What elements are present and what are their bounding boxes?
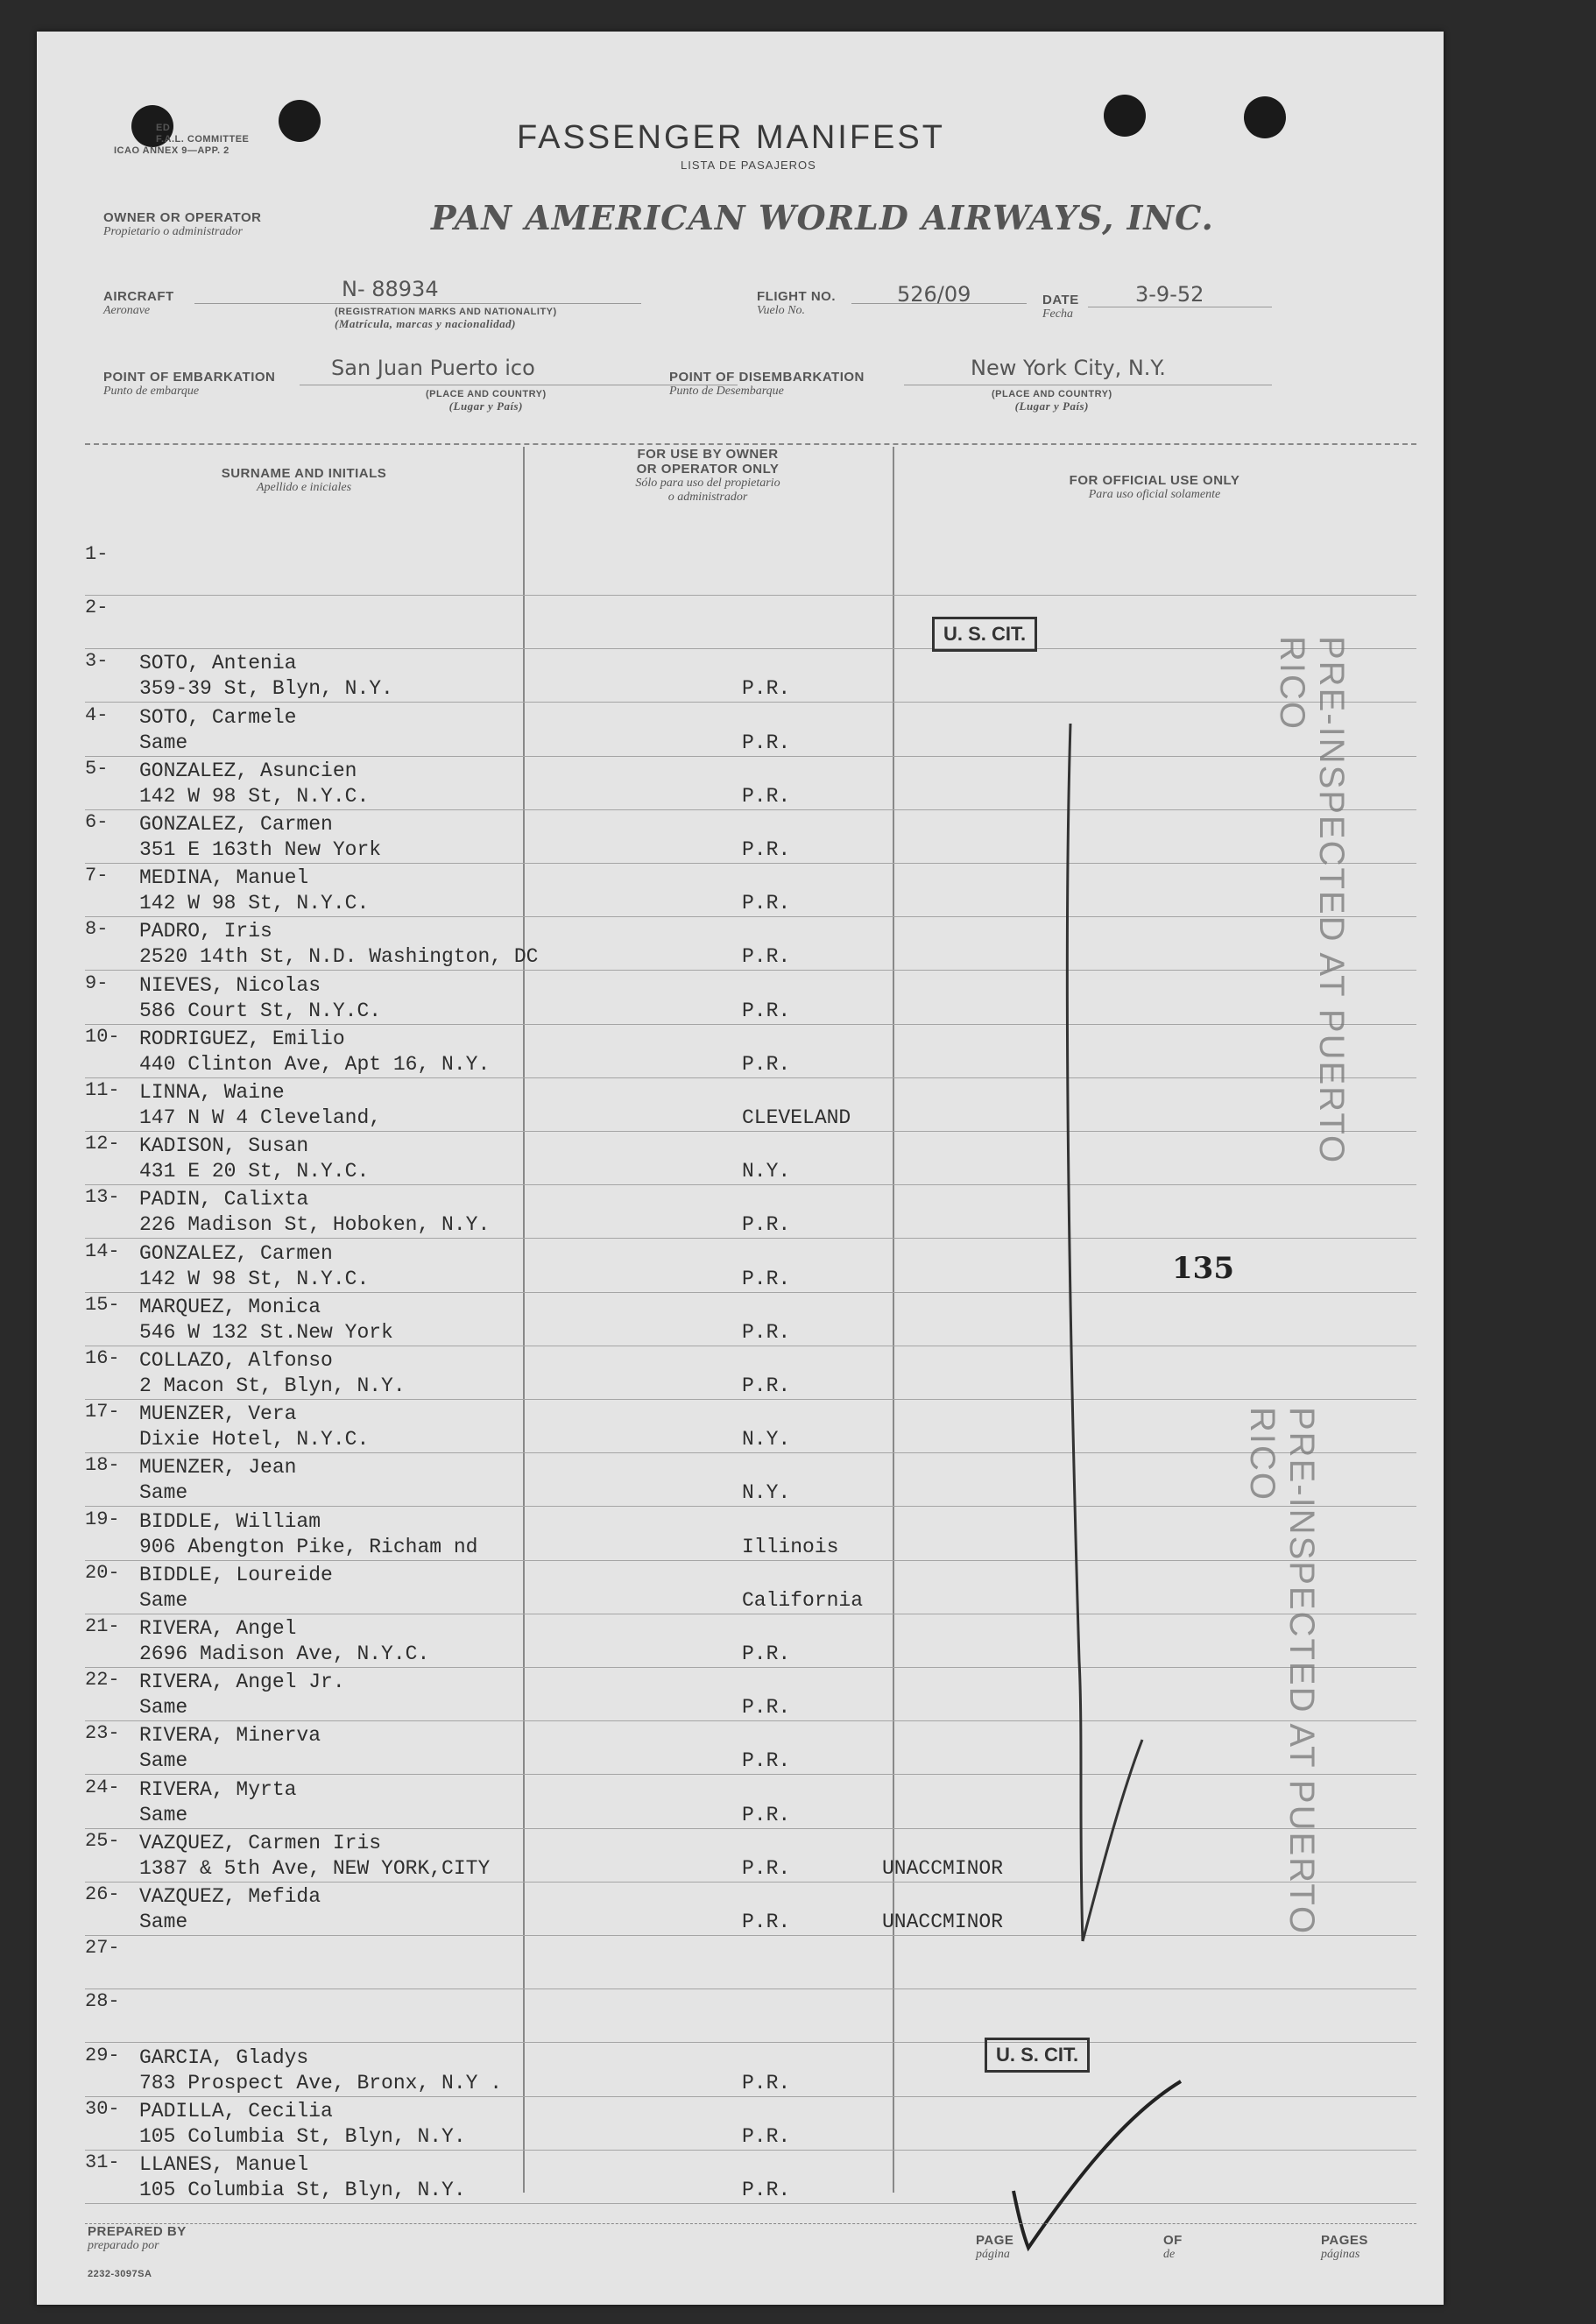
operator-remark: UNACCMINOR — [882, 1856, 1004, 1880]
operator-note: Illinois — [742, 1535, 839, 1558]
embarkation-caption: (PLACE AND COUNTRY) (Lugar y País) — [426, 389, 547, 413]
passenger-address: 105 Columbia St, Blyn, N.Y. — [139, 2124, 466, 2148]
passenger-name: MUENZER, Jean — [139, 1456, 297, 1480]
row-number: 26- — [85, 1883, 120, 1905]
row-number: 24- — [85, 1776, 120, 1798]
operator-note: P.R. — [742, 784, 791, 808]
passenger-address: Same — [139, 1911, 188, 1933]
operator-note: P.R. — [742, 1320, 791, 1344]
passenger-address: 586 Court St, N.Y.C. — [139, 999, 382, 1022]
owner-operator-label: OWNER OR OPERATOR Propietario o administrador — [103, 210, 262, 238]
row-number: 27- — [85, 1937, 120, 1960]
passenger-row — [85, 648, 1416, 703]
passenger-address: 2520 14th St, N.D. Washington, DC — [139, 945, 539, 969]
row-number: 23- — [85, 1722, 120, 1745]
aircraft-registration: N- 88934 — [342, 277, 439, 301]
passenger-name: RIVERA, Minerva — [139, 1724, 321, 1748]
operator-note: P.R. — [742, 1856, 791, 1880]
company-name: PAN AMERICAN WORLD AIRWAYS, INC. — [431, 198, 1214, 237]
operator-note: P.R. — [742, 1213, 791, 1237]
passenger-address: Same — [139, 1749, 188, 1773]
page-label: PAGE página — [976, 2233, 1014, 2261]
row-number: 17- — [85, 1401, 120, 1423]
operator-note: N.Y. — [742, 1481, 791, 1505]
punch-hole — [1104, 95, 1146, 137]
passenger-name: PADIN, Calixta — [139, 1188, 309, 1211]
operator-note: P.R. — [742, 838, 791, 861]
passenger-name: RIVERA, Angel — [139, 1617, 297, 1640]
flight-number-label: FLIGHT NO. Vuelo No. — [757, 289, 836, 317]
passenger-row — [85, 541, 1416, 596]
row-number: 25- — [85, 1829, 120, 1852]
passenger-address: Same — [139, 731, 188, 754]
passenger-name: RODRIGUEZ, Emilio — [139, 1027, 345, 1050]
operator-note: P.R. — [742, 945, 791, 969]
row-number: 10- — [85, 1025, 120, 1048]
passenger-address: Same — [139, 1588, 188, 1612]
operator-note: CLEVELAND — [742, 1106, 851, 1129]
passenger-name: VAZQUEZ, Mefida — [139, 1885, 321, 1908]
row-number: 19- — [85, 1508, 120, 1530]
embarkation-point: San Juan Puerto ico — [331, 356, 535, 380]
preinspected-stamp: PRE-INSPECTED AT PUERTO RICO — [1273, 636, 1351, 1165]
operator-note: P.R. — [742, 677, 791, 701]
passenger-address: Dixie Hotel, N.Y.C. — [139, 1428, 370, 1452]
passenger-address: 440 Clinton Ave, Apt 16, N.Y. — [139, 1052, 491, 1076]
row-number: 30- — [85, 2097, 120, 2120]
aircraft-underline — [194, 303, 641, 304]
row-number: 4- — [85, 703, 109, 726]
passenger-name: PADRO, Iris — [139, 920, 272, 943]
form-number: 2232-3097SA — [88, 2269, 152, 2279]
row-number: 16- — [85, 1347, 120, 1369]
passenger-address: Same — [139, 1481, 188, 1505]
passenger-address: 142 W 98 St, N.Y.C. — [139, 784, 370, 808]
row-number: 18- — [85, 1454, 120, 1477]
of-label: OF de — [1163, 2233, 1183, 2261]
passenger-address: 142 W 98 St, N.Y.C. — [139, 892, 370, 915]
passenger-name: RIVERA, Myrta — [139, 1777, 297, 1801]
official-column-header: FOR OFFICIAL USE ONLY Para uso oficial solamente — [1069, 473, 1240, 501]
disembarkation-label: POINT OF DISEMBARKATION Punto de Desembarque — [669, 370, 865, 398]
passenger-address: 226 Madison St, Hoboken, N.Y. — [139, 1213, 491, 1237]
row-number: 2- — [85, 597, 109, 619]
row-number: 7- — [85, 865, 109, 887]
passenger-name: PADILLA, Cecilia — [139, 2099, 333, 2123]
passenger-name: MARQUEZ, Monica — [139, 1295, 321, 1318]
us-citizen-stamp: U. S. CIT. — [932, 617, 1037, 652]
passenger-address: 142 W 98 St, N.Y.C. — [139, 1267, 370, 1290]
passenger-address: 2 Macon St, Blyn, N.Y. — [139, 1374, 406, 1397]
passenger-address: 2696 Madison Ave, N.Y.C. — [139, 1642, 430, 1665]
passenger-address: 906 Abengton Pike, Richam nd — [139, 1535, 478, 1558]
manifest-sheet — [37, 32, 1444, 2305]
operator-note: P.R. — [742, 1749, 791, 1773]
operator-note: P.R. — [742, 1052, 791, 1076]
passenger-address: Same — [139, 1696, 188, 1720]
operator-note: P.R. — [742, 731, 791, 754]
row-number: 3- — [85, 650, 109, 673]
passenger-name: COLLAZO, Alfonso — [139, 1349, 333, 1372]
disembarkation-point: New York City, N.Y. — [971, 356, 1166, 380]
flight-date: 3-9-52 — [1135, 282, 1204, 307]
operator-note: California — [742, 1588, 864, 1612]
row-number: 6- — [85, 811, 109, 833]
passenger-name: LINNA, Waine — [139, 1081, 285, 1104]
form-approval-note: ED F.A.L. COMMITTEE ICAO ANNEX 9—APP. 2 — [114, 123, 250, 156]
passenger-count-stamp: 135 — [1172, 1251, 1234, 1286]
operator-note: P.R. — [742, 1267, 791, 1290]
row-number: 12- — [85, 1133, 120, 1155]
row-number: 15- — [85, 1293, 120, 1316]
passenger-address: Same — [139, 1803, 188, 1826]
operator-note: N.Y. — [742, 1160, 791, 1183]
row-number: 22- — [85, 1669, 120, 1692]
operator-note: P.R. — [742, 2071, 791, 2094]
operator-note: P.R. — [742, 1911, 791, 1933]
operator-note: N.Y. — [742, 1428, 791, 1452]
pages-label: PAGES páginas — [1321, 2233, 1368, 2261]
passenger-name: VAZQUEZ, Carmen Iris — [139, 1831, 382, 1854]
operator-note: P.R. — [742, 1374, 791, 1397]
passenger-name: RIVERA, Angel Jr. — [139, 1671, 345, 1694]
punch-hole — [279, 100, 321, 142]
page-title: FASSENGER MANIFEST — [517, 119, 945, 156]
operator-note: P.R. — [742, 1696, 791, 1720]
passenger-name: GONZALEZ, Asuncien — [139, 759, 357, 782]
header-divider — [85, 443, 1416, 445]
footer-divider — [85, 2223, 1416, 2224]
passenger-address: 105 Columbia St, Blyn, N.Y. — [139, 2179, 466, 2201]
operator-note: P.R. — [742, 1803, 791, 1826]
embarkation-label: POINT OF EMBARKATION Punto de embarque — [103, 370, 276, 398]
row-number: 31- — [85, 2151, 120, 2173]
passenger-address: 351 E 163th New York — [139, 838, 382, 861]
passenger-name: GONZALEZ, Carmen — [139, 1241, 333, 1265]
passenger-address: 431 E 20 St, N.Y.C. — [139, 1160, 370, 1183]
operator-column-header: FOR USE BY OWNER OR OPERATOR ONLY Sólo para uso del propietario o administrador — [635, 447, 780, 504]
aircraft-caption: (REGISTRATION MARKS AND NATIONALITY) (Matrícula, marcas y nacionalidad) — [335, 307, 557, 330]
row-number: 8- — [85, 918, 109, 941]
passenger-row — [85, 595, 1416, 649]
operator-note: P.R. — [742, 999, 791, 1022]
row-number: 13- — [85, 1186, 120, 1209]
passenger-name: GARCIA, Gladys — [139, 2045, 309, 2069]
disembarkation-caption: (PLACE AND COUNTRY) (Lugar y País) — [992, 389, 1112, 413]
preinspected-stamp: PRE-INSPECTED AT PUERTO RICO — [1243, 1407, 1321, 1936]
passenger-name: MUENZER, Vera — [139, 1402, 297, 1426]
row-number: 20- — [85, 1561, 120, 1584]
row-number: 29- — [85, 2044, 120, 2066]
passenger-name: GONZALEZ, Carmen — [139, 813, 333, 836]
passenger-address: 359-39 St, Blyn, N.Y. — [139, 677, 393, 701]
passenger-address: 147 N W 4 Cleveland, — [139, 1106, 382, 1129]
row-number: 21- — [85, 1615, 120, 1637]
operator-note: P.R. — [742, 2124, 791, 2148]
row-number: 1- — [85, 543, 109, 565]
row-number: 11- — [85, 1079, 120, 1101]
operator-remark: UNACCMINOR — [882, 1911, 1004, 1933]
official-check-marks — [965, 697, 1246, 2257]
us-citizen-stamp: U. S. CIT. — [985, 2038, 1090, 2073]
passenger-address: 546 W 132 St.New York — [139, 1320, 393, 1344]
page-subtitle: LISTA DE PASAJEROS — [681, 159, 816, 172]
operator-note: P.R. — [742, 1642, 791, 1665]
passenger-name: LLANES, Manuel — [139, 2153, 309, 2176]
passenger-name: NIEVES, Nicolas — [139, 973, 321, 997]
passenger-name: MEDINA, Manuel — [139, 866, 309, 890]
passenger-address: 783 Prospect Ave, Bronx, N.Y . — [139, 2071, 503, 2094]
passenger-name: SOTO, Carmele — [139, 705, 297, 729]
row-number: 14- — [85, 1240, 120, 1262]
operator-note: P.R. — [742, 892, 791, 915]
surname-column-header: SURNAME AND INITIALS Apellido e iniciales — [221, 466, 387, 494]
row-number: 5- — [85, 757, 109, 780]
row-number: 9- — [85, 971, 109, 994]
aircraft-label: AIRCRAFT Aeronave — [103, 289, 174, 317]
operator-note: P.R. — [742, 2179, 791, 2201]
prepared-by-label: PREPARED BY preparado por — [88, 2224, 187, 2252]
passenger-name: BIDDLE, Loureide — [139, 1563, 333, 1586]
row-number: 28- — [85, 1990, 120, 2013]
passenger-address: 1387 & 5th Ave, NEW YORK,CITY — [139, 1856, 491, 1880]
punch-hole — [1244, 96, 1286, 138]
date-label: DATE Fecha — [1042, 293, 1079, 321]
passenger-name: KADISON, Susan — [139, 1134, 309, 1158]
passenger-name: BIDDLE, William — [139, 1509, 321, 1533]
passenger-name: SOTO, Antenia — [139, 652, 297, 675]
flight-number: 526/09 — [897, 282, 971, 307]
